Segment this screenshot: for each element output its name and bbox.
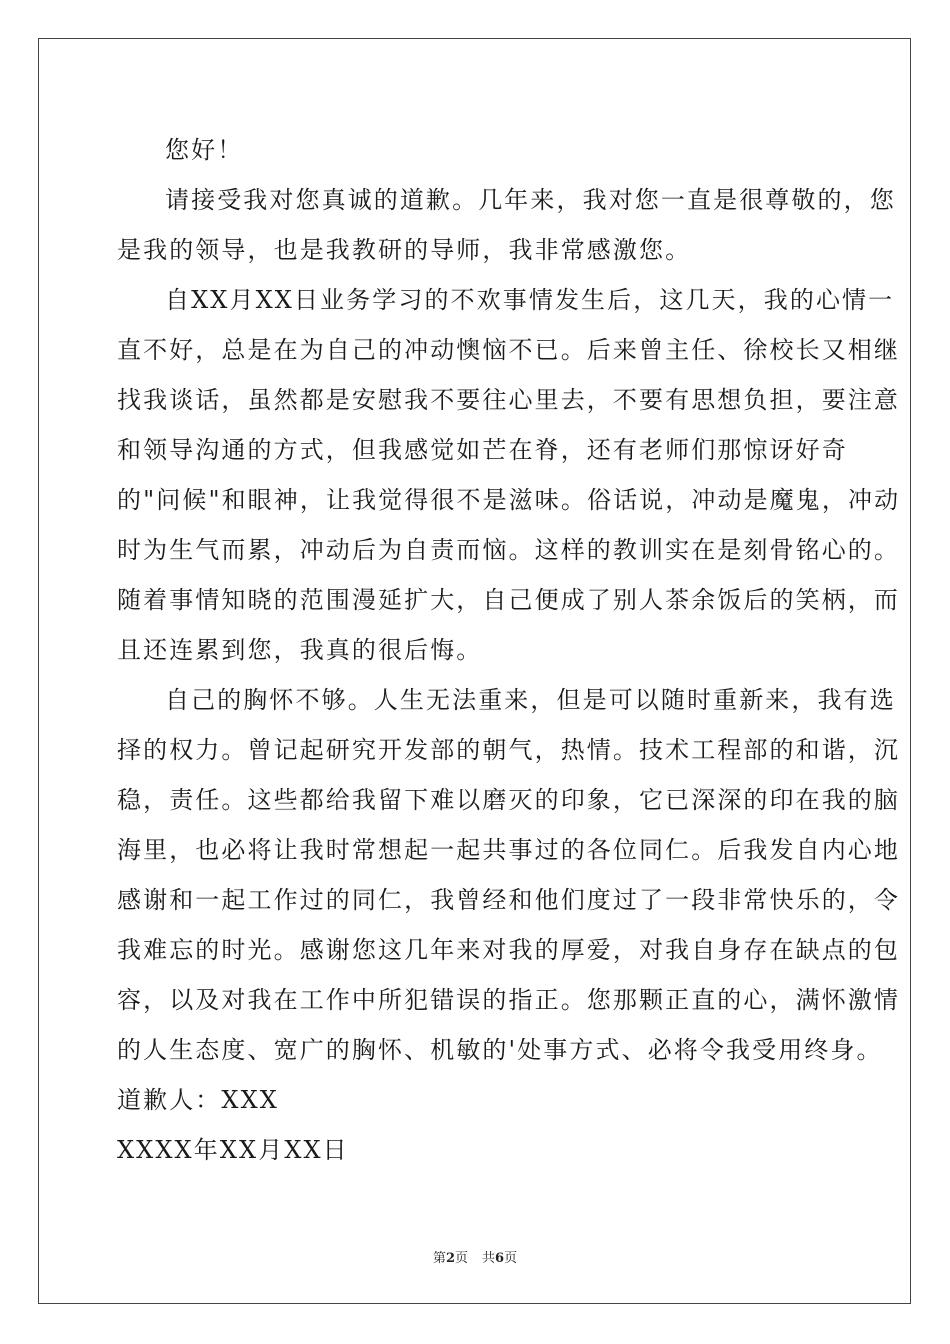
paragraph-2-line-1: 自XX月XX日业务学习的不欢事情发生后，这几天，我的心情一 [165, 286, 895, 314]
letter-body [117, 125, 901, 1175]
paragraph-2-line-4: 和领导沟通的方式，但我感觉如芒在脊，还有老师们那惊讶好奇 [117, 436, 848, 464]
page-prefix: 第 [432, 1251, 446, 1266]
page-suffix: 页 [454, 1251, 468, 1266]
paragraph-3-line-4: 海里，也必将让我时常想起一起共事过的各位同仁。后我发自内心地 [117, 836, 900, 864]
paragraph-3-line-6: 我难忘的时光。感谢您这几年来对我的厚爱，对我自身存在缺点的包 [117, 936, 900, 964]
paragraph-3-line-2: 择的权力。曾记起研究开发部的朝气，热情。技术工程部的和谐，沉 [117, 736, 900, 764]
total-prefix: 共 [482, 1251, 496, 1266]
paragraph-2-line-3: 找我谈话，虽然都是安慰我不要往心里去，不要有思想负担，要注意 [117, 386, 900, 414]
date: XXXX年XX月XX日 [117, 1136, 349, 1164]
greeting: 您好！ [165, 136, 244, 164]
page-number: 2 [445, 1251, 455, 1266]
paragraph-3-line-3: 稳，责任。这些都给我留下难以磨灭的印象，它已深深的印在我的脑 [117, 786, 900, 814]
paragraph-2-line-2: 直不好，总是在为自己的冲动懊恼不已。后来曾主任、徐校长又相继 [117, 336, 900, 364]
total-suffix: 页 [504, 1251, 518, 1266]
paragraph-1-line-2: 是我的领导，也是我教研的导师，我非常感激您。 [117, 236, 692, 264]
paragraph-3-line-7: 容，以及对我在工作中所犯错误的指正。您那颗正直的心，满怀激情 [117, 986, 900, 1014]
paragraph-2-line-6: 时为生气而累，冲动后为自责而恼。这样的教训实在是刻骨铭心的。 [117, 536, 900, 564]
paragraph-2-line-7: 随着事情知晓的范围漫延扩大，自己便成了别人茶余饭后的笑柄，而 [117, 586, 900, 614]
signature: 道歉人：XXX [117, 1086, 279, 1114]
paragraph-1-line-1: 请接受我对您真诚的道歉。几年来，我对您一直是很尊敬的，您 [165, 186, 896, 214]
page-footer [0, 1247, 950, 1266]
paragraph-3-line-5: 感谢和一起工作过的同仁，我曾经和他们度过了一段非常快乐的，令 [117, 886, 900, 914]
paragraph-3-line-8: 的人生态度、宽广的胸怀、机敏的'处事方式、必将令我受用终身。 [117, 1036, 883, 1064]
paragraph-3-line-1: 自己的胸怀不够。人生无法重来，但是可以随时重新来，我有选 [165, 686, 896, 714]
paragraph-2-line-8: 且还连累到您，我真的很后悔。 [117, 636, 483, 664]
total-pages: 6 [495, 1251, 505, 1266]
paragraph-2-line-5: 的"问候"和眼神，让我觉得很不是滋味。俗话说，冲动是魔鬼，冲动 [117, 486, 901, 514]
